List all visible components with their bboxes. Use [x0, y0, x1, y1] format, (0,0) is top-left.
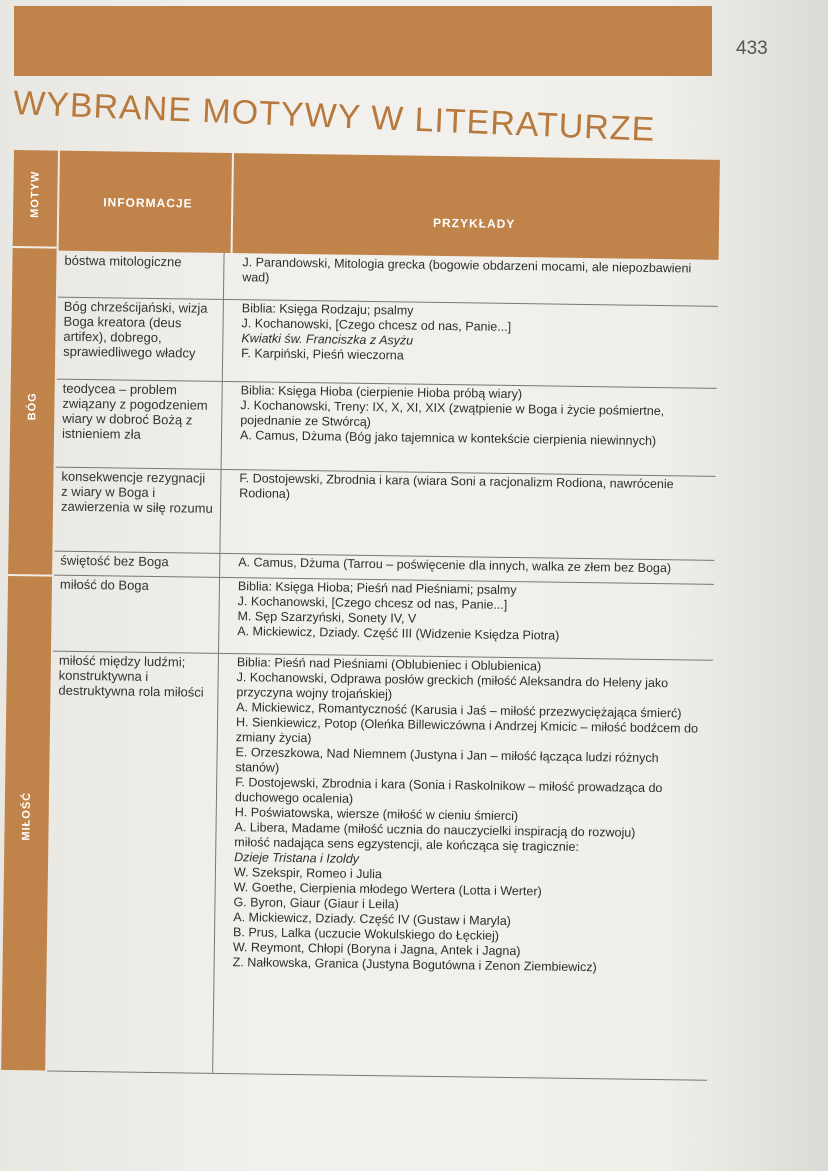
group-separator — [8, 574, 52, 577]
table-row — [53, 575, 714, 661]
page-number: 433 — [736, 38, 768, 59]
example-line: A. Mickiewicz, Romantyczność (Karusia i Jaś – miłość przezwyciężająca śmierć) — [236, 700, 682, 721]
example-line: F. Dostojewski, Zbrodnia i kara (Sonia i Raskolnikow – miłość prowadząca do duchowego ocalenia) — [234, 775, 663, 806]
example-line: E. Orzeszkowa, Nad Niemnem (Justyna i Jan – miłość łącząca ludzi różnych stanów) — [235, 745, 659, 775]
row-info: miłość do Boga — [53, 575, 220, 653]
example-line: Biblia: Księga Rodzaju; psalmy — [241, 301, 414, 318]
row-examples — [230, 381, 717, 476]
header-przyklady-label: PRZYKŁADY — [432, 215, 516, 232]
example-line: M. Sęp Szarzyński, Sonety IV, V — [237, 609, 417, 626]
table-row — [54, 467, 715, 561]
example-line: J. Kochanowski, [Czego chcesz od nas, Panie...] — [237, 594, 508, 612]
table-row — [47, 651, 713, 1080]
group-label-milosc: MIŁOŚĆ — [20, 791, 34, 841]
row-examples — [227, 577, 714, 660]
example-line: A. Mickiewicz, Dziady. Część III (Widzenie Księdza Piotra) — [237, 624, 560, 643]
example-line: J. Kochanowski, [Czego chcesz od nas, Panie...] — [241, 316, 512, 334]
example-line: Z. Nałkowska, Granica (Justyna Bogutówna i Zenon Ziembiewicz) — [232, 955, 597, 975]
example-line: F. Karpiński, Pieśń wieczorna — [241, 346, 404, 363]
row-examples — [232, 253, 719, 306]
motif-header-separator — [13, 246, 57, 249]
row-info: Bóg chrześcijański, wizja Boga kreatora (deus artifex), dobrego, sprawiedliwego władcy — [57, 297, 224, 381]
example-line: H. Poświatowska, wiersze (miłość w cieniu śmierci) — [234, 805, 519, 824]
row-examples — [231, 299, 718, 388]
table-row — [57, 297, 718, 389]
group-label-bog: BÓG — [26, 392, 39, 421]
example-line: W. Goethe, Cierpienia młodego Wertera (Lotta i Werter) — [233, 880, 542, 899]
example-line: A. Camus, Dżuma (Tarrou – poświęcenie dla innych, walka ze złem bez Boga) — [238, 555, 672, 576]
example-line: A. Mickiewicz, Dziady. Część IV (Gustaw i Maryla) — [233, 910, 511, 929]
row-info: świętość bez Boga — [54, 551, 220, 577]
example-line: J. Kochanowski, Treny: IX, X, XI, XIX (zwątpienie w Boga i życie pośmiertne, pojednanie ze Stwórcą) — [240, 398, 665, 430]
example-line: G. Byron, Giaur (Giaur i Leila) — [233, 895, 399, 912]
row-info: bóstwa mitologiczne — [58, 251, 225, 299]
example-line: W. Reymont, Chłopi (Boryna i Jagna, Antek i Jagna) — [232, 940, 521, 959]
example-line: Biblia: Księga Hioba; Pieśń nad Pieśniami; psalmy — [237, 579, 517, 598]
example-line: miłość nadająca sens egzystencji, ale kończąca się tragicznie: — [234, 835, 580, 854]
header-informacje-label: INFORMACJE — [103, 195, 193, 211]
row-info: konsekwencje rezygnacji z wiary w Boga i zawierzenia w siłę rozumu — [54, 467, 221, 553]
example-line: A. Libera, Madame (miłość ucznia do nauczycielki inspiracją do rozwoju) — [234, 820, 636, 840]
example-line: Dzieje Tristana i Izoldy — [234, 850, 360, 866]
row-examples — [221, 653, 713, 1080]
example-line: Biblia: Księga Hioba (cierpienie Hioba próbą wiary) — [240, 383, 523, 402]
example-line: Biblia: Pieśń nad Pieśniami (Oblubieniec i Oblubienica) — [236, 655, 542, 674]
motif-column-header: MOTYW — [29, 170, 42, 218]
example-line: F. Dostojewski, Zbrodnia i kara (wiara Soni a racjonalizm Rodiona, nawrócenie Rodiona) — [239, 471, 674, 501]
table-row — [56, 379, 717, 477]
row-examples — [228, 469, 715, 560]
row-info: teodycea – problem związany z pogodzeniem wiary w dobroć Bożą z istnieniem zła — [56, 379, 223, 469]
example-line: J. Parandowski, Mitologia grecka (bogowie obdarzeni mocami, ale niepozbawieni wad) — [242, 255, 692, 285]
example-line: A. Camus, Dżuma (Bóg jako tajemnica w kontekście cierpienia niewinnych) — [239, 428, 657, 448]
motifs-table — [1, 150, 724, 1084]
page-title: WYBRANE MOTYWY W LITERATURZE — [12, 84, 656, 149]
example-line: H. Sienkiewicz, Potop (Oleńka Billewiczówna i Andrzej Kmicic – miłość bodźcem do zmiany życia) — [235, 715, 699, 746]
header-przyklady — [233, 153, 720, 260]
header-informacje — [59, 151, 232, 253]
example-line: B. Prus, Lalka (uczucie Wokulskiego do Łęckiej) — [233, 925, 500, 943]
top-color-band — [14, 6, 712, 76]
example-line: W. Szekspir, Romeo i Julia — [233, 865, 382, 882]
example-line: J. Kochanowski, Odprawa posłów greckich (miłość Aleksandra do Heleny jako przyczyna wojny trojańskiej) — [236, 670, 669, 702]
row-info: miłość między ludźmi; konstruktywna i destruktywna rola miłości — [47, 651, 219, 1073]
example-line: Kwiatki św. Franciszka z Asyżu — [241, 331, 414, 348]
